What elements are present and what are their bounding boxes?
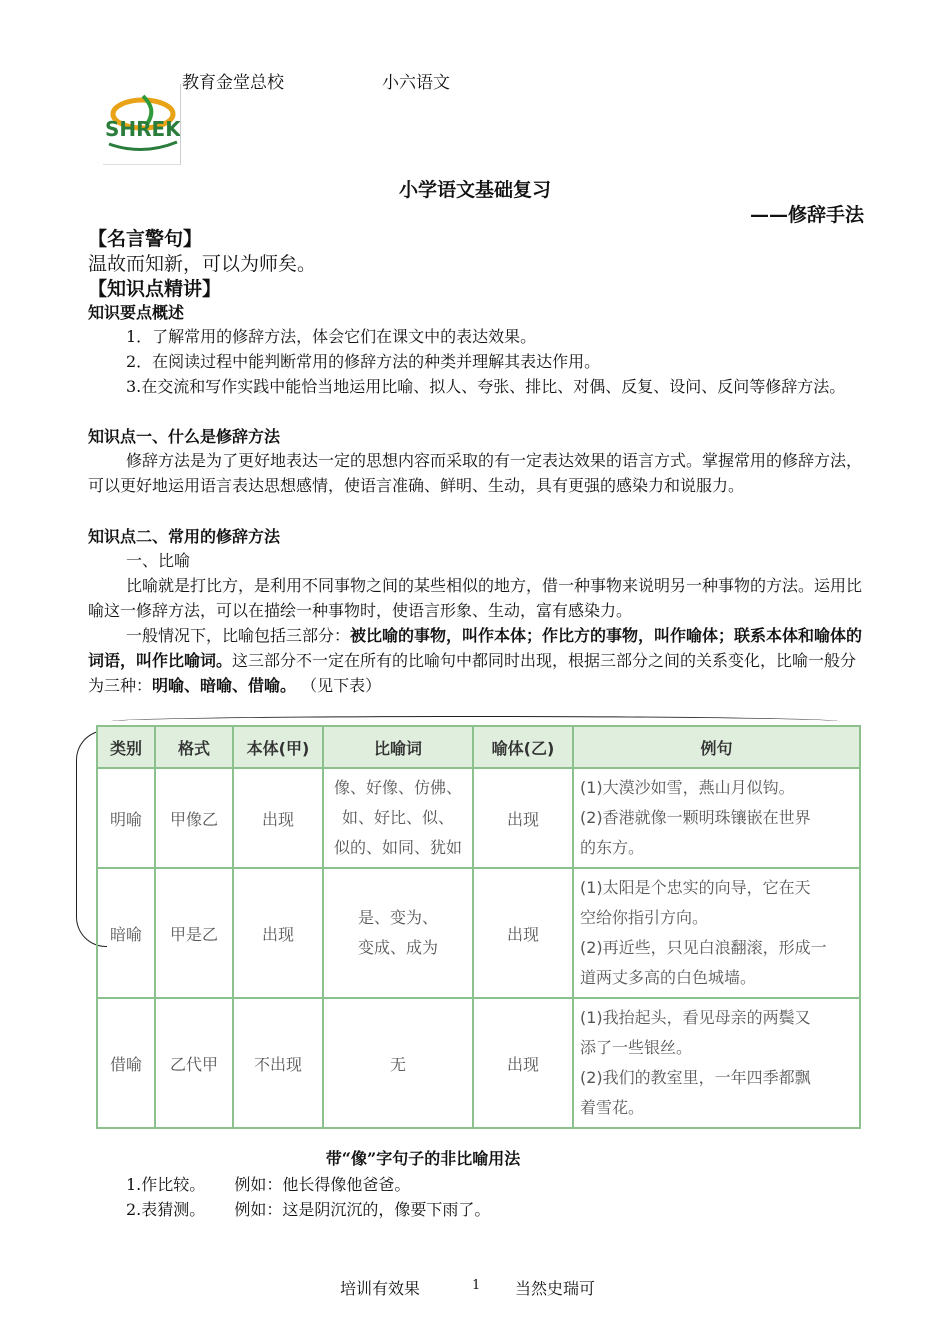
- word-line: 像、好像、仿佛、: [333, 778, 462, 797]
- example-line: 着雪花。: [580, 1098, 645, 1117]
- cell-words: [323, 868, 473, 998]
- overview-item-1: 1．了解常用的修辞方法，体会它们在课文中的表达效果。: [126, 327, 537, 346]
- metaphor-types: 明喻、暗喻、借喻。: [152, 676, 297, 695]
- parts-relation: 这三部分不一定在所有的比喻句中都同时出现，根据三部分之间的关系变化，比喻一般分为三种：: [88, 651, 857, 695]
- svg-text:SHREK: SHREK: [105, 117, 180, 141]
- cell-format: 甲像乙: [155, 768, 233, 868]
- non-metaphor-item-2: [126, 1197, 490, 1220]
- item-label: 1.作比较。: [126, 1175, 206, 1194]
- example-line: (1)大漠沙如雪，燕山月似钩。: [580, 778, 795, 797]
- quote-heading: 【名言警句】: [88, 228, 203, 250]
- example-line: 的东方。: [580, 838, 645, 857]
- cell-tenor: 出现: [233, 868, 323, 998]
- example-line: (1)我抬起头，看见母亲的两鬓又: [580, 1008, 811, 1027]
- example-line: (2)我们的教室里，一年四季都飘: [580, 1068, 811, 1087]
- knowledge-heading: 【知识点精讲】: [88, 278, 222, 300]
- example-line: 添了一些银丝。: [580, 1038, 693, 1057]
- cell-examples: [573, 868, 860, 998]
- page-subtitle: ——修辞手法: [749, 204, 864, 226]
- parts-intro: 一般情况下，比喻包括三部分：: [126, 626, 351, 645]
- metaphor-table: [96, 725, 861, 1117]
- cell-examples: [573, 768, 860, 868]
- metaphor-parts-paragraph: [88, 623, 864, 698]
- quote-text: 温故而知新，可以为师矣。: [88, 253, 317, 275]
- header-examples: 例句: [573, 726, 860, 768]
- cell-type: 暗喻: [97, 868, 155, 998]
- non-metaphor-item-1: [126, 1172, 410, 1195]
- metaphor-definition: 比喻就是打比方，是利用不同事物之间的某些相似的地方，借一种事物来说明另一种事物的方法。运用比喻这一修辞方法，可以在描绘一种事物时，使语言形象、生动，富有感染力。: [88, 576, 863, 620]
- table-header-row: [97, 726, 860, 768]
- cell-words: [323, 998, 473, 1128]
- point1-heading: 知识点一、什么是修辞方法: [88, 427, 281, 446]
- table-row: [97, 768, 860, 868]
- overview-heading: 知识要点概述: [88, 303, 185, 322]
- footer-right: 当然史瑞可: [515, 1279, 596, 1298]
- shrek-logo: [103, 84, 181, 165]
- page-title: 小学语文基础复习: [398, 179, 551, 201]
- parts-definition: 被比喻的事物，叫作本体；作比方的事物，叫作喻体；联系本体和喻体的词语，叫作比喻词。: [88, 626, 863, 670]
- cell-vehicle: 出现: [473, 998, 573, 1128]
- word-line: 如、好比、似、: [341, 808, 454, 827]
- cell-type: 明喻: [97, 768, 155, 868]
- example-line: (1)太阳是个忠实的向导，它在天: [580, 878, 811, 897]
- cell-format: 乙代甲: [155, 998, 233, 1128]
- overview-item-3: 3.在交流和写作实践中能恰当地运用比喻、拟人、夸张、排比、对偶、反复、设问、反问等修辞方法。: [126, 377, 846, 396]
- header-type: 类别: [97, 726, 155, 768]
- cell-tenor: 不出现: [233, 998, 323, 1128]
- word-line: 无: [389, 1054, 406, 1074]
- item-example: 例如：这是阴沉沉的，像要下雨了。: [234, 1200, 491, 1219]
- subject-name: 小六语文: [382, 73, 450, 93]
- cell-words: [323, 768, 473, 868]
- cell-format: 甲是乙: [155, 868, 233, 998]
- cell-vehicle: 出现: [473, 768, 573, 868]
- example-line: 道两丈多高的白色城墙。: [580, 968, 757, 987]
- word-line: 是、变为、: [357, 908, 438, 927]
- point1-text: 修辞方法是为了更好地表达一定的思想内容而采取的有一定表达效果的语言方式。掌握常用的修辞方法，可以更好地运用语言表达思想感情，使语言准确、鲜明、生动，具有更强的感染力和说服力。: [88, 451, 863, 495]
- footer-left: 培训有效果: [340, 1279, 421, 1298]
- header-format: 格式: [155, 726, 233, 768]
- table-row: [97, 868, 860, 998]
- see-table-note: （见下表）: [301, 676, 382, 695]
- example-line: (2)再近些，只见白浪翻滚，形成一: [580, 938, 827, 957]
- header-words: 比喻词: [323, 726, 473, 768]
- non-metaphor-title: 带“像”字句子的非比喻用法: [325, 1149, 521, 1168]
- cell-tenor: 出现: [233, 768, 323, 868]
- cell-type: 借喻: [97, 998, 155, 1128]
- example-line: (2)香港就像一颗明珠镶嵌在世界: [580, 808, 811, 827]
- header-tenor: 本体(甲): [233, 726, 323, 768]
- point2-heading: 知识点二、常用的修辞方法: [88, 527, 281, 546]
- cell-vehicle: 出现: [473, 868, 573, 998]
- cell-examples: [573, 998, 860, 1128]
- overview-item-2: 2．在阅读过程中能判断常用的修辞方法的种类并理解其表达作用。: [126, 352, 601, 371]
- word-line: 似的、如同、犹如: [333, 838, 462, 857]
- school-name: 教育金堂总校: [182, 73, 284, 93]
- header-vehicle: 喻体(乙): [473, 726, 573, 768]
- table-row: [97, 998, 860, 1128]
- example-line: 空给你指引方向。: [580, 908, 709, 927]
- item-label: 2.表猜测。: [126, 1200, 206, 1219]
- metaphor-subheading: 一、比喻: [126, 551, 191, 570]
- word-line: 变成、成为: [357, 938, 438, 957]
- page-number: 1: [472, 1278, 481, 1293]
- item-example: 例如：他长得像他爸爸。: [234, 1175, 411, 1194]
